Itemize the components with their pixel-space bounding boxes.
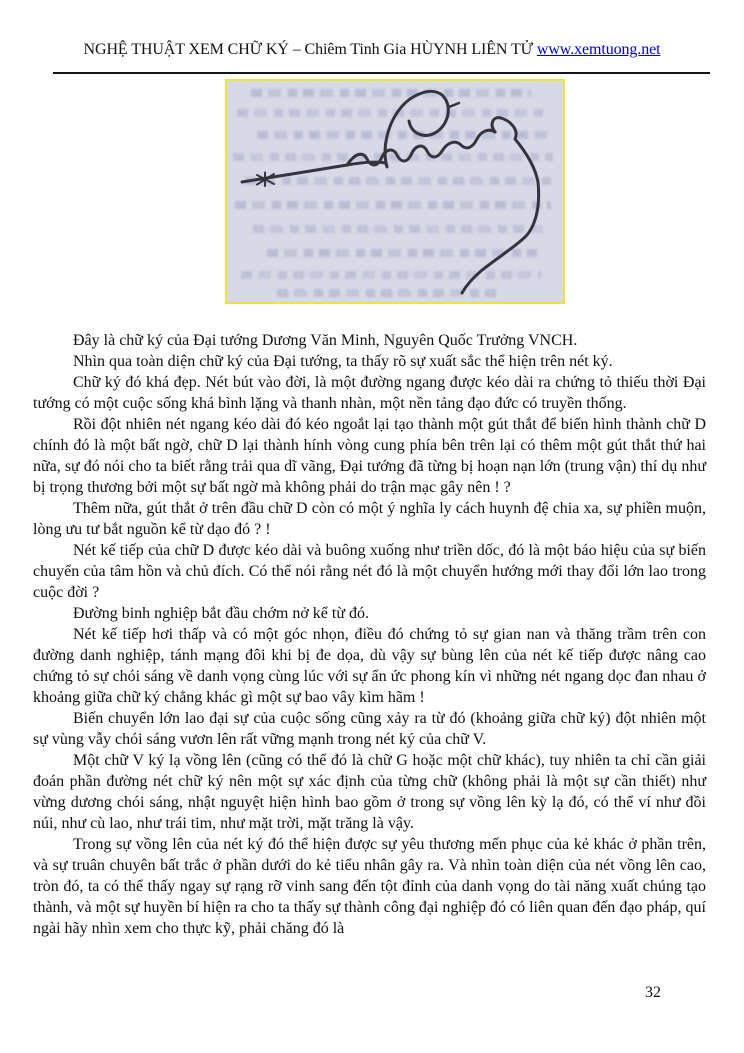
header-link[interactable]: www.xemtuong.net <box>536 41 661 58</box>
paragraph: Thêm nữa, gút thắt ở trên đầu chữ D còn có một ý nghĩa ly cách huynh đệ chia xa, sự phiền muộn, lòng ưu tư bắt nguồn kể từ dạo đó ? ! <box>33 500 706 538</box>
paragraph: Chữ ký đó khá đẹp. Nét bút vào đời, là một đường ngang được kéo dài ra chứng tỏ thiếu thời Đại tướng có một cuộc sống khá bình lặng và thanh nhàn, một nền tảng đạo đức có truyền thống. <box>33 374 706 412</box>
header-divider <box>53 72 710 74</box>
paragraph: Biến chuyển lớn lao đại sự của cuộc sống cũng xảy ra từ đó (khoảng giữa chữ ký) đột nhiên một sự vùng vẫy chói sáng vươn lên rất vững mạnh trong nét ký của chữ V. <box>33 710 706 748</box>
body-text <box>33 330 706 939</box>
paragraph: Đường binh nghiệp bắt đầu chớm nở kể từ đó. <box>73 605 370 622</box>
paragraph: Nét kế tiếp của chữ D được kéo dài và buông xuống như triền dốc, đó là một báo hiệu của sự biến chuyển của tâm hồn và chủ đích. Có thể nói rằng nét đó là một chuyển hướng mới thay đổi lớn lao trong cuộc đời ? <box>33 542 706 601</box>
header-title: NGHỆ THUẬT XEM CHỮ KÝ – Chiêm Tinh Gia HÙYNH LIÊN TỬ <box>83 41 533 58</box>
page-header <box>0 40 744 60</box>
paragraph: Nhìn qua toàn diện chữ ký của Đại tướng, ta thấy rõ sự xuất sắc thể hiện trên nét ký. <box>73 353 613 370</box>
paragraph: Rồi đột nhiên nét ngang kéo dài đó kéo ngoắt lại tạo thành một gút thắt để biến hình thành chữ D chính đó là một bất ngờ, chữ D lại thành hính vòng cung phía bên trên lại có thêm một gút thắt thứ hai nữa, sự đó nói cho ta biết rằng trải qua dĩ vãng, Đại tướng đã từng bị hoạn nạn lớn (trung vận) thí dụ như bị trọng thương bởi một sự bất ngờ mà không phải do trận mạc gây nên ! ? <box>33 416 706 496</box>
signature-scan-image <box>225 79 565 304</box>
paragraph: Đây là chữ ký của Đại tướng Dương Văn Minh, Nguyên Quốc Trưởng VNCH. <box>73 332 578 349</box>
paragraph: Nét kế tiếp hơi thấp và có một góc nhọn, điều đó chứng tỏ sự gian nan và thăng trầm trên con đường danh nghiệp, tánh mạng đôi khi bị đe dọa, dù vậy sự bùng lên của nét kế tiếp được nâng cao chứng tỏ sự chói sáng về danh vọng cùng lúc với sự ẩn ức phong kín vì những nét ngang dọc đan nhau ở khoảng giữa chữ ký chẳng khác gì một sự bao vây kìm hãm ! <box>33 626 706 706</box>
paragraph: Trong sự vồng lên của nét ký đó thể hiện được sự yêu thương mến phục của kẻ khác ở phần trên, và sự truân chuyên bất trắc ở phần dưới do kẻ tiểu nhân gây ra. Và nhìn toàn diện của nét vồng lên cao, tròn đó, ta có thể thấy ngay sự rạng rỡ vinh sang đến tột đỉnh của danh vọng do tài năng xuất chúng tạo thành, và một sự huyền bí hiện ra cho ta thấy sự thành công đại nghiệp đó có liên quan đến đạo pháp, quí ngài hãy nhìn xem cho thực kỹ, phải chăng đó là <box>33 836 706 937</box>
signature-stroke <box>449 103 459 107</box>
paragraph: Một chữ V ký lạ vồng lên (cũng có thể đó là chữ G hoặc một chữ khác), tuy nhiên ta chỉ cần giải đoán phần đường nét chữ ký nên một sự xác định của từng chữ (không phải là một sự cần thiết) như vừng dương chói sáng, nhật nguyệt hiện hình bao gồm ở trong sự vồng lên kỳ lạ đó, có thể ví như đồi núi, như cù lao, như trái tim, như mặt trời, mặt trăng là vậy. <box>33 752 706 832</box>
signature-ink <box>227 81 563 302</box>
page-number: 32 <box>645 984 661 1001</box>
